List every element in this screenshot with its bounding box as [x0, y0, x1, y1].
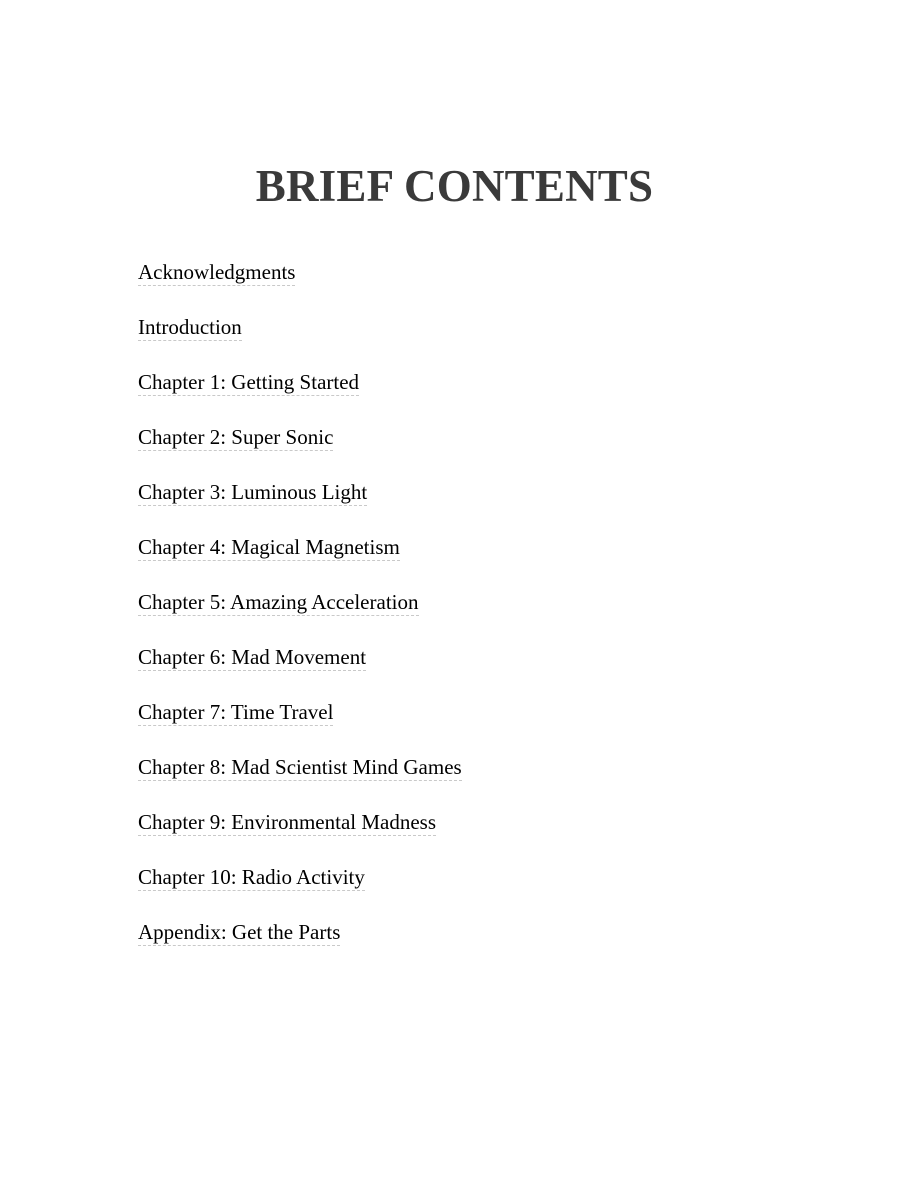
- toc-link-chapter-10[interactable]: Chapter 10: Radio Activity: [138, 865, 365, 889]
- toc-link-chapter-6[interactable]: Chapter 6: Mad Movement: [138, 645, 367, 669]
- toc-link-chapter-7[interactable]: Chapter 7: Time Travel: [138, 700, 334, 724]
- toc-item: [138, 864, 462, 919]
- toc-item: [138, 699, 462, 754]
- toc-item: [138, 919, 462, 974]
- toc-item: [138, 754, 462, 809]
- toc-item: [138, 479, 462, 534]
- toc-link-introduction[interactable]: Introduction: [138, 315, 242, 339]
- table-of-contents: [138, 259, 462, 974]
- toc-item: [138, 314, 462, 369]
- page-title: BRIEF CONTENTS: [255, 161, 654, 211]
- toc-link-chapter-3[interactable]: Chapter 3: Luminous Light: [138, 480, 368, 504]
- toc-item: [138, 259, 462, 314]
- toc-link-chapter-9[interactable]: Chapter 9: Environmental Madness: [138, 810, 437, 834]
- toc-item: [138, 809, 462, 864]
- toc-item: [138, 534, 462, 589]
- toc-item: [138, 424, 462, 479]
- toc-link-chapter-4[interactable]: Chapter 4: Magical Magnetism: [138, 535, 400, 559]
- toc-link-chapter-1[interactable]: Chapter 1: Getting Started: [138, 370, 360, 394]
- toc-link-chapter-2[interactable]: Chapter 2: Super Sonic: [138, 425, 334, 449]
- toc-item: [138, 644, 462, 699]
- toc-link-chapter-8[interactable]: Chapter 8: Mad Scientist Mind Games: [138, 755, 462, 779]
- toc-item: [138, 589, 462, 644]
- toc-link-appendix[interactable]: Appendix: Get the Parts: [138, 920, 341, 944]
- toc-link-acknowledgments[interactable]: Acknowledgments: [138, 260, 296, 284]
- toc-link-chapter-5[interactable]: Chapter 5: Amazing Acceleration: [138, 590, 419, 614]
- toc-item: [138, 369, 462, 424]
